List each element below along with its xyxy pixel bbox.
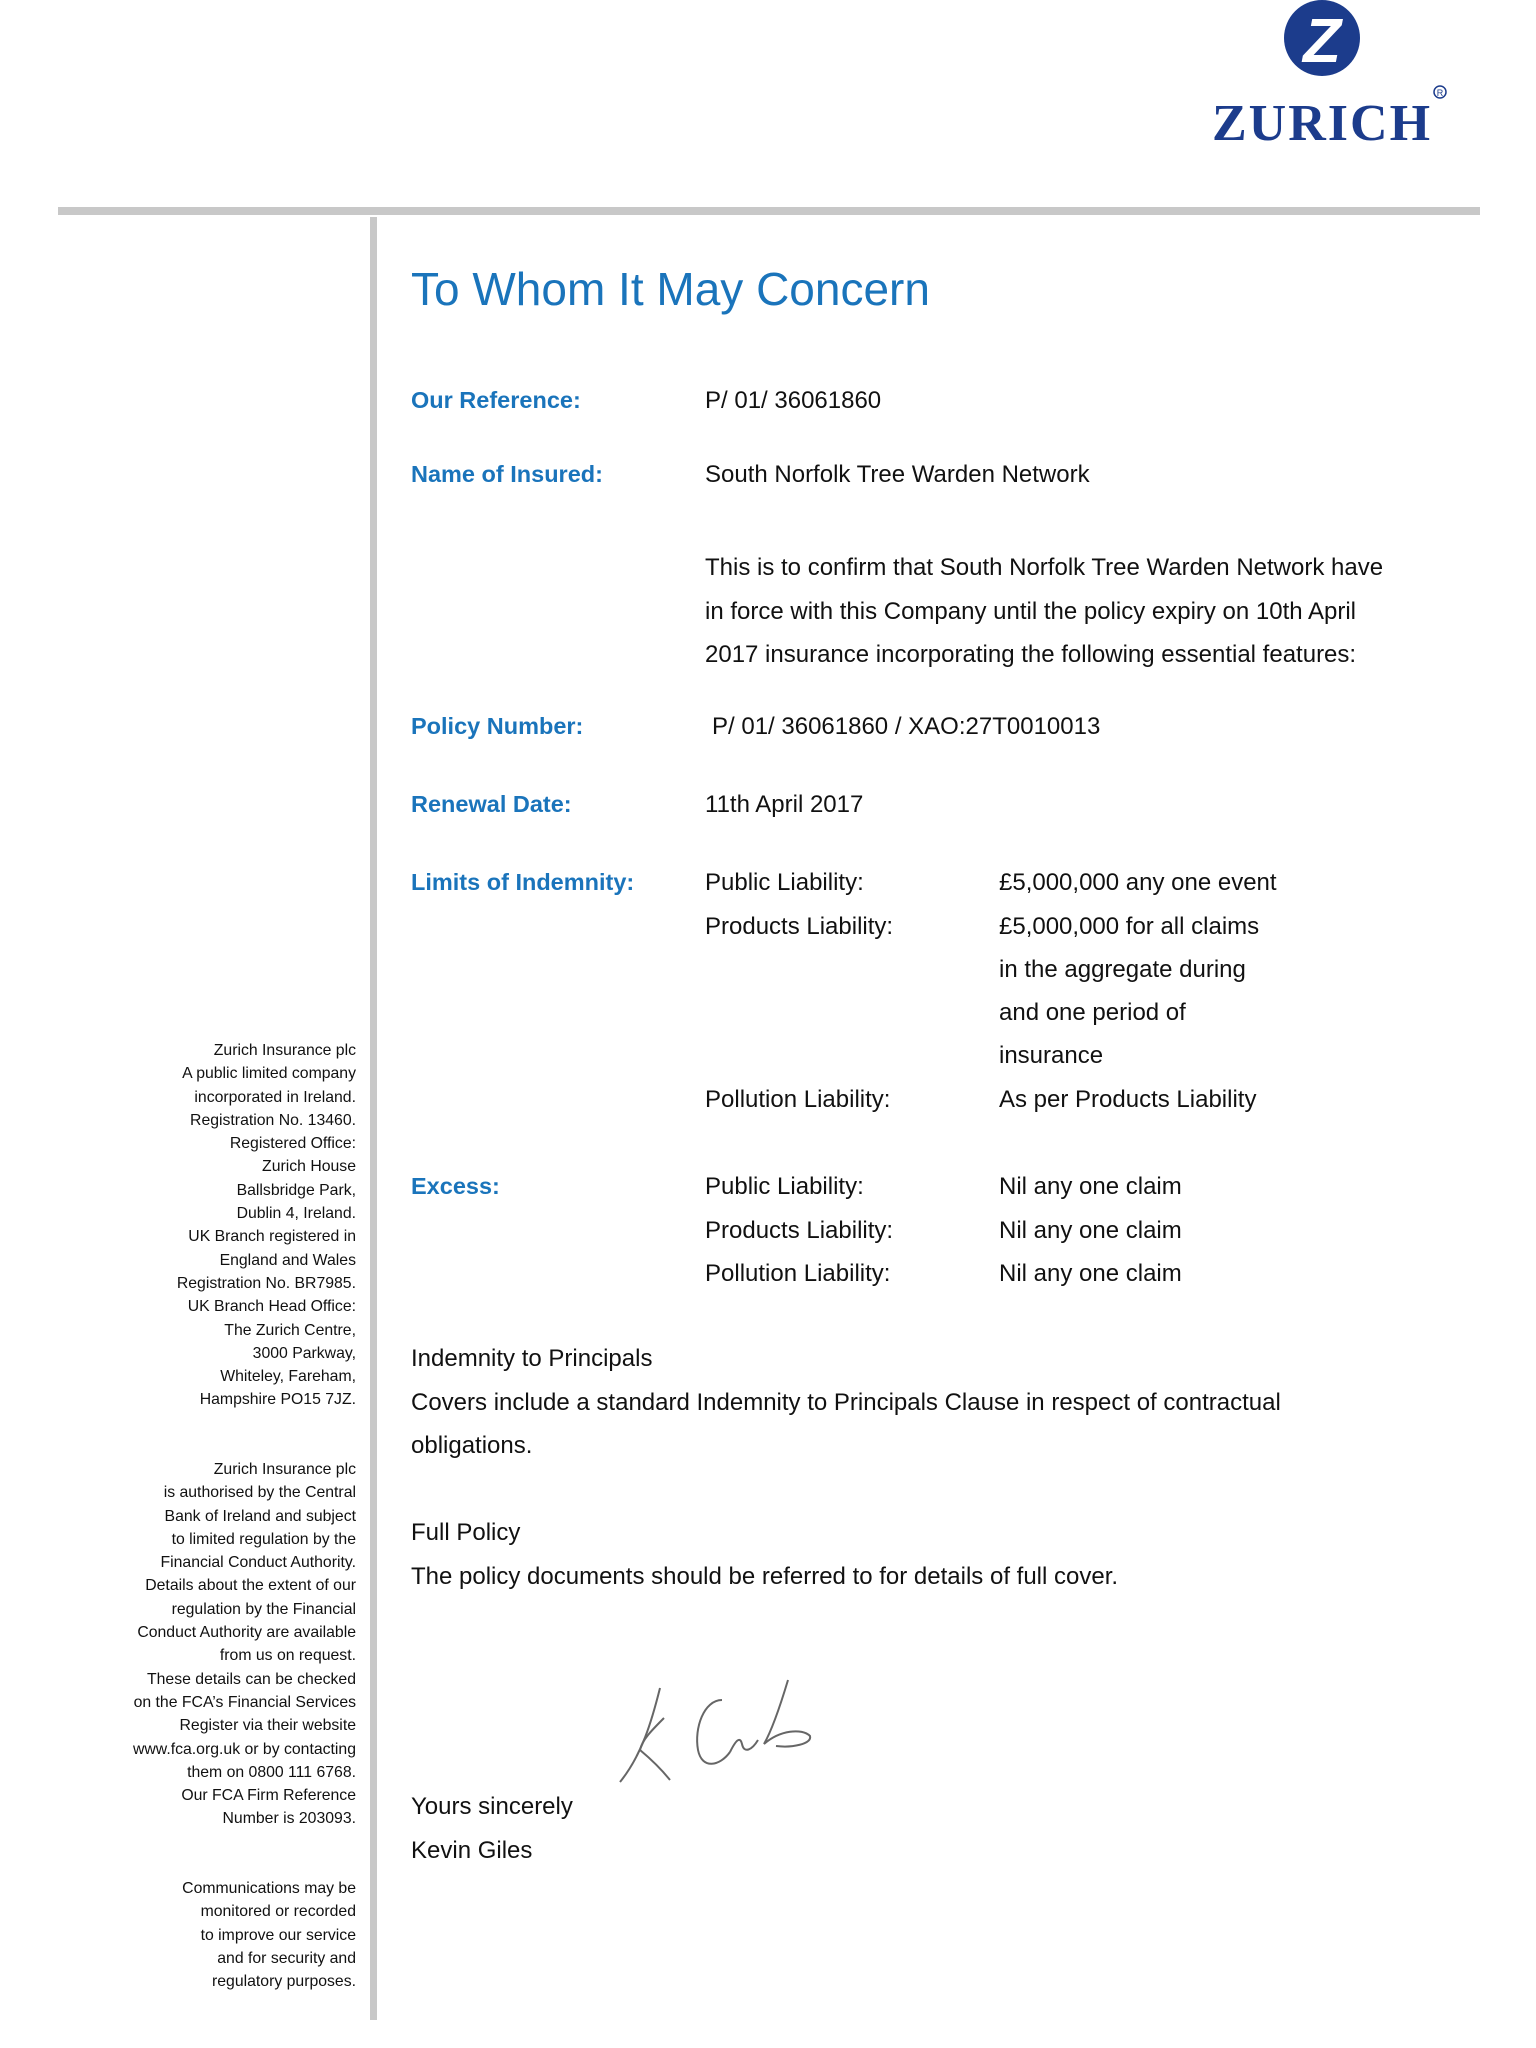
insured-label: Name of Insured: bbox=[411, 461, 603, 487]
sidebar-line: Conduct Authority are available bbox=[137, 1624, 356, 1642]
sidebar-line: Hampshire PO15 7JZ. bbox=[199, 1391, 356, 1409]
sidebar-line: UK Branch registered in bbox=[188, 1228, 356, 1246]
sidebar-line: to improve our service bbox=[200, 1926, 356, 1944]
policy-number-value: P/ 01/ 36061860 / XAO:27T0010013 bbox=[712, 713, 1101, 740]
sidebar-line: on the FCA’s Financial Services bbox=[133, 1693, 356, 1711]
principals-heading: Indemnity to Principals bbox=[411, 1345, 653, 1372]
sidebar-line: to limited regulation by the bbox=[171, 1530, 356, 1548]
limit-type: Products Liability: bbox=[705, 913, 894, 940]
sidebar-line: These details can be checked bbox=[146, 1670, 356, 1688]
renewal-date-label: Renewal Date: bbox=[411, 791, 572, 817]
sidebar-monitoring-notice bbox=[182, 1877, 356, 1993]
excess-type: Public Liability: bbox=[705, 1173, 864, 1200]
sidebar-line: and for security and bbox=[217, 1949, 356, 1967]
sidebar-divider bbox=[370, 217, 377, 2020]
sidebar-line: Details about the extent of our bbox=[145, 1577, 356, 1595]
sidebar-line: them on 0800 111 6768. bbox=[187, 1763, 356, 1781]
sidebar-line: Zurich House bbox=[262, 1158, 356, 1176]
sidebar-line: A public limited company bbox=[182, 1065, 356, 1083]
sidebar-line: Ballsbridge Park, bbox=[236, 1181, 356, 1199]
sidebar-line: Registered Office: bbox=[229, 1135, 356, 1153]
reference-value: P/ 01/ 36061860 bbox=[705, 387, 882, 414]
sidebar-line: UK Branch Head Office: bbox=[187, 1298, 356, 1316]
confirmation-line: This is to confirm that South Norfolk Tree Warden Network have bbox=[705, 554, 1384, 581]
sidebar-line: Number is 203093. bbox=[222, 1810, 356, 1828]
sidebar-line: www.fca.org.uk or by contacting bbox=[132, 1740, 356, 1758]
svg-text:R: R bbox=[1436, 88, 1444, 98]
sidebar-line: regulation by the Financial bbox=[171, 1600, 356, 1618]
principals-section bbox=[411, 1337, 1281, 1468]
full-policy-section bbox=[411, 1511, 1118, 1598]
sidebar-line: Dublin 4, Ireland. bbox=[236, 1205, 356, 1223]
closing-text: Yours sincerely bbox=[411, 1793, 573, 1820]
excess-type: Pollution Liability: bbox=[705, 1260, 891, 1287]
signatory-name: Kevin Giles bbox=[411, 1836, 533, 1864]
limit-type: Pollution Liability: bbox=[705, 1086, 891, 1113]
sidebar-line: monitored or recorded bbox=[200, 1903, 356, 1921]
full-policy-heading: Full Policy bbox=[411, 1519, 521, 1546]
sidebar-line: from us on request. bbox=[219, 1647, 356, 1665]
logo-wordmark: ZURICH bbox=[1211, 95, 1433, 150]
full-policy-text: The policy documents should be referred to for details of full cover. bbox=[411, 1562, 1119, 1590]
sidebar-regulation-info bbox=[133, 1458, 356, 1831]
limit-value: £5,000,000 any one event bbox=[999, 869, 1277, 896]
sidebar-line: regulatory purposes. bbox=[211, 1973, 356, 1991]
sidebar-line: Zurich Insurance plc bbox=[213, 1461, 356, 1478]
excess-value: Nil any one claim bbox=[999, 1260, 1182, 1287]
sidebar-company-info bbox=[177, 1039, 356, 1412]
sidebar-line: 3000 Parkway, bbox=[252, 1344, 356, 1362]
limits-label: Limits of Indemnity: bbox=[411, 869, 635, 895]
signature bbox=[612, 1670, 832, 1800]
sidebar-line: incorporated in Ireland. bbox=[194, 1088, 356, 1106]
limit-type: Public Liability: bbox=[705, 869, 864, 896]
limit-value: in the aggregate during bbox=[999, 956, 1246, 983]
sidebar-line: Registration No. BR7985. bbox=[176, 1274, 356, 1292]
principals-line: Covers include a standard Indemnity to Principals Clause in respect of contractual bbox=[411, 1388, 1281, 1416]
limit-value: As per Products Liability bbox=[999, 1086, 1257, 1113]
sidebar-line: Bank of Ireland and subject bbox=[164, 1507, 356, 1525]
sidebar-line: The Zurich Centre, bbox=[224, 1321, 356, 1339]
confirmation-paragraph bbox=[705, 546, 1445, 677]
sidebar-line: Whiteley, Fareham, bbox=[220, 1368, 356, 1386]
sidebar-line: England and Wales bbox=[219, 1251, 356, 1269]
zurich-logo bbox=[1210, 0, 1450, 150]
letter-title: To Whom It May Concern bbox=[411, 263, 930, 315]
excess-type: Products Liability: bbox=[705, 1217, 894, 1244]
limit-value: insurance bbox=[999, 1042, 1104, 1069]
reference-label: Our Reference: bbox=[411, 387, 581, 413]
limit-value: £5,000,000 for all claims bbox=[999, 913, 1260, 940]
sidebar-line: Communications may be bbox=[182, 1880, 356, 1897]
header-divider bbox=[58, 207, 1480, 215]
limit-value: and one period of bbox=[999, 999, 1186, 1026]
policy-number-label: Policy Number: bbox=[411, 713, 584, 739]
excess-label: Excess: bbox=[411, 1173, 500, 1199]
insured-value: South Norfolk Tree Warden Network bbox=[705, 461, 1090, 488]
principals-line: obligations. bbox=[411, 1432, 533, 1459]
sidebar-line: Our FCA Firm Reference bbox=[181, 1787, 356, 1805]
confirmation-line: 2017 insurance incorporating the following essential features: bbox=[705, 641, 1357, 668]
renewal-date-value: 11th April 2017 bbox=[705, 791, 864, 818]
sidebar-line: Financial Conduct Authority. bbox=[160, 1554, 356, 1572]
excess-value: Nil any one claim bbox=[999, 1173, 1182, 1200]
logo-letter: Z bbox=[1303, 7, 1341, 76]
sidebar-line: is authorised by the Central bbox=[163, 1484, 356, 1502]
confirmation-line: in force with this Company until the policy expiry on 10th April bbox=[705, 597, 1356, 625]
sidebar-line: Zurich Insurance plc bbox=[213, 1042, 356, 1059]
excess-value: Nil any one claim bbox=[999, 1217, 1182, 1244]
sidebar-line: Register via their website bbox=[179, 1717, 356, 1735]
closing-section bbox=[411, 1785, 573, 1872]
sidebar-line: Registration No. 13460. bbox=[190, 1111, 356, 1129]
